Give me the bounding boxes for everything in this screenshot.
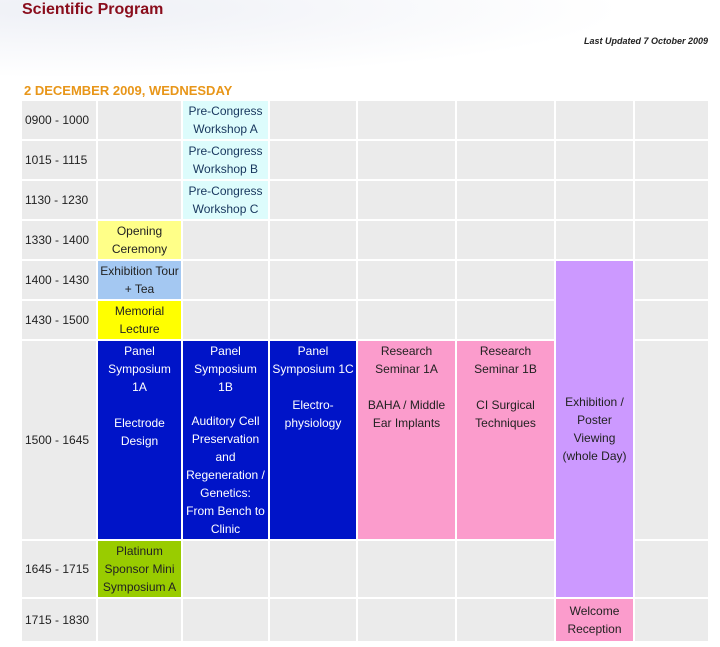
empty-cell bbox=[270, 181, 356, 219]
event-text-line: Design bbox=[120, 434, 159, 448]
empty-cell bbox=[98, 181, 181, 219]
event-text-line: Workshop A bbox=[193, 122, 258, 136]
event-text-line: Seminar 1B bbox=[474, 362, 537, 376]
time-slot-label: 1500 - 1645 bbox=[22, 341, 96, 539]
event-text-line: Symposium bbox=[108, 362, 171, 376]
empty-cell bbox=[98, 101, 181, 139]
empty-cell bbox=[457, 261, 554, 299]
welcome-reception[interactable] bbox=[556, 599, 633, 641]
empty-cell bbox=[635, 301, 708, 339]
empty-cell bbox=[183, 221, 268, 259]
platinum-sponsor-symposium[interactable] bbox=[98, 541, 181, 597]
event-text-line: CI Surgical bbox=[476, 398, 535, 412]
empty-cell bbox=[270, 541, 356, 597]
event-text-line: Poster bbox=[577, 413, 612, 427]
time-slot-label: 0900 - 1000 bbox=[22, 101, 96, 139]
event-text-line: Auditory Cell bbox=[191, 414, 260, 428]
page-title: Scientific Program bbox=[22, 1, 164, 18]
event-text-line: Techniques bbox=[475, 416, 536, 430]
event-text-line: Electro- bbox=[292, 398, 334, 412]
empty-cell bbox=[358, 301, 455, 339]
empty-cell bbox=[358, 261, 455, 299]
empty-cell bbox=[98, 141, 181, 179]
event-text-line: Sponsor Mini bbox=[104, 562, 175, 576]
event-text-line: Research bbox=[479, 344, 532, 358]
empty-cell bbox=[635, 261, 708, 299]
exhibition-tour[interactable] bbox=[98, 261, 181, 299]
empty-cell bbox=[457, 541, 554, 597]
time-slot-label: 1015 - 1115 bbox=[22, 141, 96, 179]
research-seminar-1b[interactable] bbox=[457, 341, 554, 539]
workshop-a[interactable] bbox=[183, 101, 268, 139]
empty-cell bbox=[270, 301, 356, 339]
event-text-line: Welcome bbox=[569, 604, 620, 618]
event-text-line: Platinum bbox=[116, 544, 163, 558]
event-text-line: (whole Day) bbox=[562, 449, 627, 463]
time-slot-label: 1330 - 1400 bbox=[22, 221, 96, 259]
empty-cell bbox=[183, 261, 268, 299]
empty-cell bbox=[270, 221, 356, 259]
empty-cell bbox=[183, 541, 268, 597]
empty-cell bbox=[457, 301, 554, 339]
workshop-b[interactable] bbox=[183, 141, 268, 179]
panel-symposium-1b[interactable] bbox=[183, 341, 268, 539]
empty-cell bbox=[457, 141, 554, 179]
empty-cell bbox=[183, 301, 268, 339]
event-text-line: Exhibition Tour bbox=[100, 264, 179, 278]
empty-cell bbox=[183, 599, 268, 641]
event-text-line: Ear Implants bbox=[372, 416, 441, 430]
event-text-line: Panel bbox=[124, 344, 155, 358]
event-text-line: Pre-Congress bbox=[188, 104, 263, 118]
event-text-line: Pre-Congress bbox=[188, 184, 263, 198]
event-text-line: 1A bbox=[132, 380, 147, 394]
empty-cell bbox=[358, 221, 455, 259]
event-text-line: Genetics: bbox=[200, 486, 251, 500]
workshop-c[interactable] bbox=[183, 181, 268, 219]
event-text-line: Electrode bbox=[114, 416, 165, 430]
research-seminar-1a[interactable] bbox=[358, 341, 455, 539]
empty-cell bbox=[556, 101, 633, 139]
event-text-line: 1B bbox=[218, 380, 233, 394]
event-text-line: Opening bbox=[116, 224, 163, 238]
empty-cell bbox=[556, 221, 633, 259]
event-text-line: Exhibition / bbox=[565, 395, 624, 409]
opening-ceremony[interactable] bbox=[98, 221, 181, 259]
event-text-line: Seminar 1A bbox=[375, 362, 438, 376]
event-text-line: Pre-Congress bbox=[188, 144, 263, 158]
event-text-line: Clinic bbox=[210, 522, 241, 536]
empty-cell bbox=[270, 141, 356, 179]
last-updated-note: Last Updated 7 October 2009 bbox=[583, 36, 708, 46]
date-heading: 2 DECEMBER 2009, WEDNESDAY bbox=[24, 83, 233, 98]
program-schedule-grid bbox=[22, 101, 708, 641]
event-text-line: Workshop B bbox=[192, 162, 259, 176]
empty-cell bbox=[270, 261, 356, 299]
empty-cell bbox=[457, 101, 554, 139]
empty-cell bbox=[358, 541, 455, 597]
event-text-line: Ceremony bbox=[111, 242, 168, 256]
event-text-line: Symposium bbox=[194, 362, 257, 376]
event-text-line: From Bench to bbox=[186, 504, 265, 518]
event-text-line: Symposium A bbox=[102, 580, 177, 594]
empty-cell bbox=[457, 221, 554, 259]
event-text-line: Memorial bbox=[114, 304, 165, 318]
event-text-line: Panel bbox=[210, 344, 241, 358]
empty-cell bbox=[358, 141, 455, 179]
empty-cell bbox=[635, 341, 708, 539]
event-text-line: and bbox=[215, 450, 236, 464]
event-text-line: physiology bbox=[284, 416, 342, 430]
empty-cell bbox=[635, 181, 708, 219]
exhibition-poster-viewing[interactable] bbox=[556, 261, 633, 597]
event-text-line: Symposium 1C bbox=[272, 362, 354, 376]
empty-cell bbox=[635, 141, 708, 179]
event-text-line: + Tea bbox=[124, 282, 155, 296]
empty-cell bbox=[635, 541, 708, 597]
empty-cell bbox=[270, 599, 356, 641]
event-text-line: Reception bbox=[567, 622, 622, 636]
event-text-line: Lecture bbox=[119, 322, 160, 336]
panel-symposium-1a[interactable] bbox=[98, 341, 181, 539]
time-slot-label: 1400 - 1430 bbox=[22, 261, 96, 299]
time-slot-label: 1715 - 1830 bbox=[22, 599, 96, 641]
empty-cell bbox=[270, 101, 356, 139]
event-text-line: Research bbox=[380, 344, 433, 358]
event-text-line: Panel bbox=[297, 344, 329, 358]
time-slot-label: 1645 - 1715 bbox=[22, 541, 96, 597]
empty-cell bbox=[358, 181, 455, 219]
empty-cell bbox=[358, 599, 455, 641]
time-slot-label: 1430 - 1500 bbox=[22, 301, 96, 339]
time-slot-label: 1130 - 1230 bbox=[22, 181, 96, 219]
event-text-line: Viewing bbox=[573, 431, 616, 445]
empty-cell bbox=[556, 141, 633, 179]
empty-cell bbox=[457, 181, 554, 219]
empty-cell bbox=[635, 221, 708, 259]
empty-cell bbox=[635, 599, 708, 641]
empty-cell bbox=[358, 101, 455, 139]
event-text-line: Preservation bbox=[191, 432, 260, 446]
memorial-lecture[interactable] bbox=[98, 301, 181, 339]
event-text-line: Workshop C bbox=[192, 202, 259, 216]
empty-cell bbox=[457, 599, 554, 641]
event-text-line: Regeneration / bbox=[186, 468, 265, 482]
empty-cell bbox=[98, 599, 181, 641]
empty-cell bbox=[556, 181, 633, 219]
panel-symposium-1c[interactable] bbox=[270, 341, 356, 539]
event-text-line: BAHA / Middle bbox=[367, 398, 446, 412]
empty-cell bbox=[635, 101, 708, 139]
